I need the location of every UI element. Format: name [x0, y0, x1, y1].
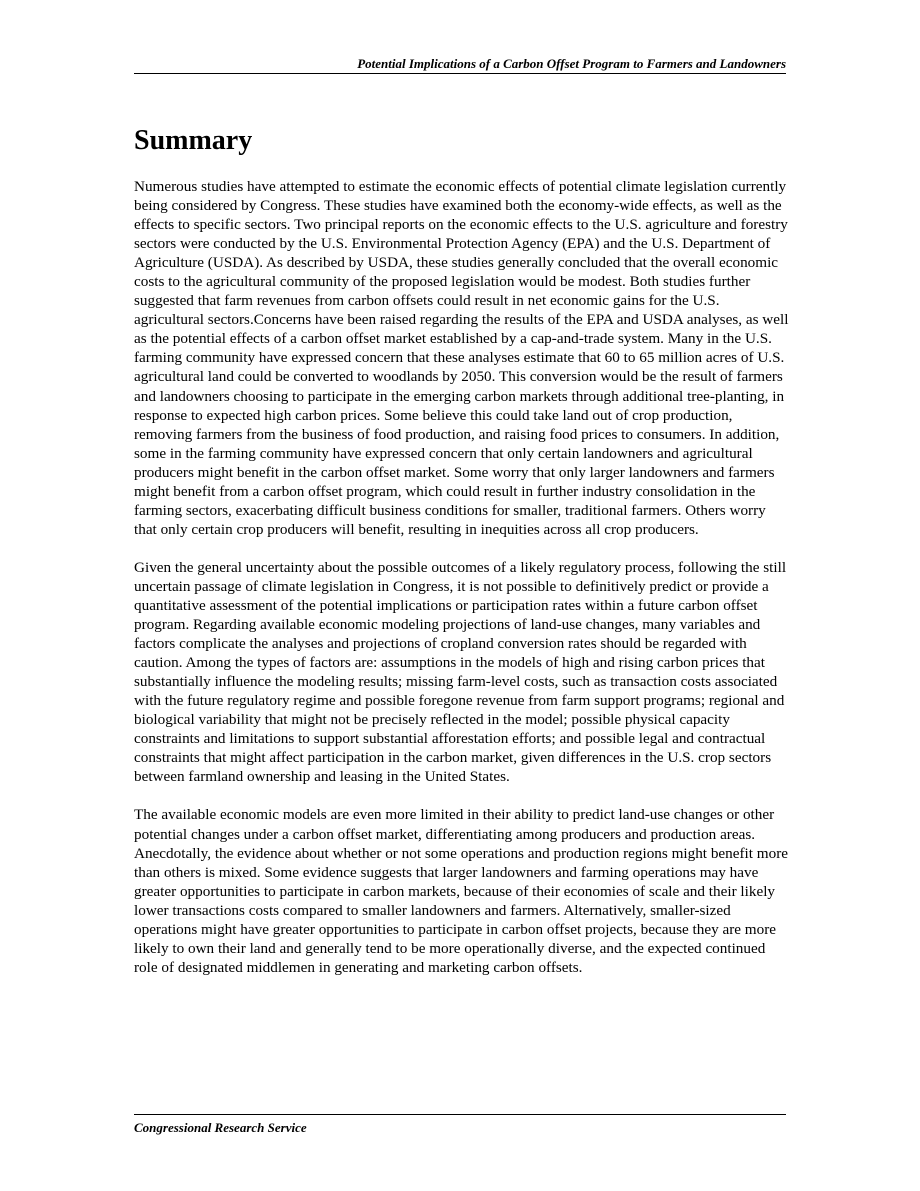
footer-divider — [134, 1114, 786, 1115]
summary-paragraph-2: Given the general uncertainty about the possible outcomes of a likely regulatory process, following the still uncertain passage of climate legislation in Congress, it is not possible to definitively predict or provide a quantitative assessment of the potential implications or participation rates within a future carbon offset program. Regarding available economic modeling projections of land-use changes, many variables and factors complicate the analyses and projections of cropland conversion rates should be regarded with caution. Among the types of factors are: assumptions in the models of high and rising carbon prices that substantially influence the modeling results; missing farm-level costs, such as transaction costs associated with the future regulatory regime and possible foregone revenue from farm support programs; regional and biological variability that might not be precisely reflected in the model; possible physical capacity constraints and limitations to support substantial afforestation efforts; and possible legal and contractual constraints that might affect participation in the carbon market, given differences in the U.S. crop sectors between farmland ownership and leasing in the United States. — [134, 558, 787, 786]
running-header: Potential Implications of a Carbon Offset Program to Farmers and Landowners — [357, 56, 786, 71]
section-title: Summary — [134, 125, 253, 156]
running-footer: Congressional Research Service — [134, 1120, 307, 1135]
summary-paragraph-3: The available economic models are even more limited in their ability to predict land-use changes or other potential changes under a carbon offset market, differentiating among producers and production areas. Anecdotally, the evidence about whether or not some operations and production regions might benefit more than others is mixed. Some evidence suggests that larger landowners and farming operations may have greater opportunities to participate in carbon markets, because of their economies of scale and their likely lower transactions costs compared to smaller landowners and farmers. Alternatively, smaller-sized operations might have greater opportunities to participate in carbon offset projects, because they are more likely to own their land and generally tend to be more operationally diverse, and the expected continued role of designated middlemen in generating and marketing carbon offsets. — [134, 806, 788, 976]
summary-paragraph-1: Numerous studies have attempted to estimate the economic effects of potential climate legislation currently being considered by Congress. These studies have examined both the economy-wide effects, as well as the effects to specific sectors. Two principal reports on the economic effects to the U.S. agriculture and forestry sectors were conducted by the U.S. Environmental Protection Agency (EPA) and the U.S. Department of Agriculture (USDA). As described by USDA, these studies generally concluded that the overall economic costs to the agricultural community of the proposed legislation would be modest. Both studies further suggested that farm revenues from carbon offsets could result in net economic gains for the U.S. agricultural sectors.Concerns have been raised regarding the results of the EPA and USDA analyses, as well as the potential effects of a carbon offset market established by a cap-and-trade system. Many in the U.S. farming community have expressed concern that these analyses estimate that 60 to 65 million acres of U.S. agricultural land could be converted to woodlands by 2050. This conversion would be the result of farmers and landowners choosing to participate in the emerging carbon markets through additional tree-planting, in response to expected high carbon prices. Some believe this could take land out of crop production, removing farmers from the business of food production, and raising food prices to consumers. In addition, some in the farming community have expressed concern that only certain landowners and agricultural producers might benefit in the carbon offset market. Some worry that only larger landowners and farmers might benefit from a carbon offset program, which could result in further industry consolidation in the farming sectors, exacerbating difficult business conditions for smaller, traditional farmers. Others worry that only certain crop producers will benefit, resulting in inequities across all crop producers. — [134, 178, 789, 538]
summary-body — [134, 177, 790, 996]
header-divider — [134, 73, 786, 74]
